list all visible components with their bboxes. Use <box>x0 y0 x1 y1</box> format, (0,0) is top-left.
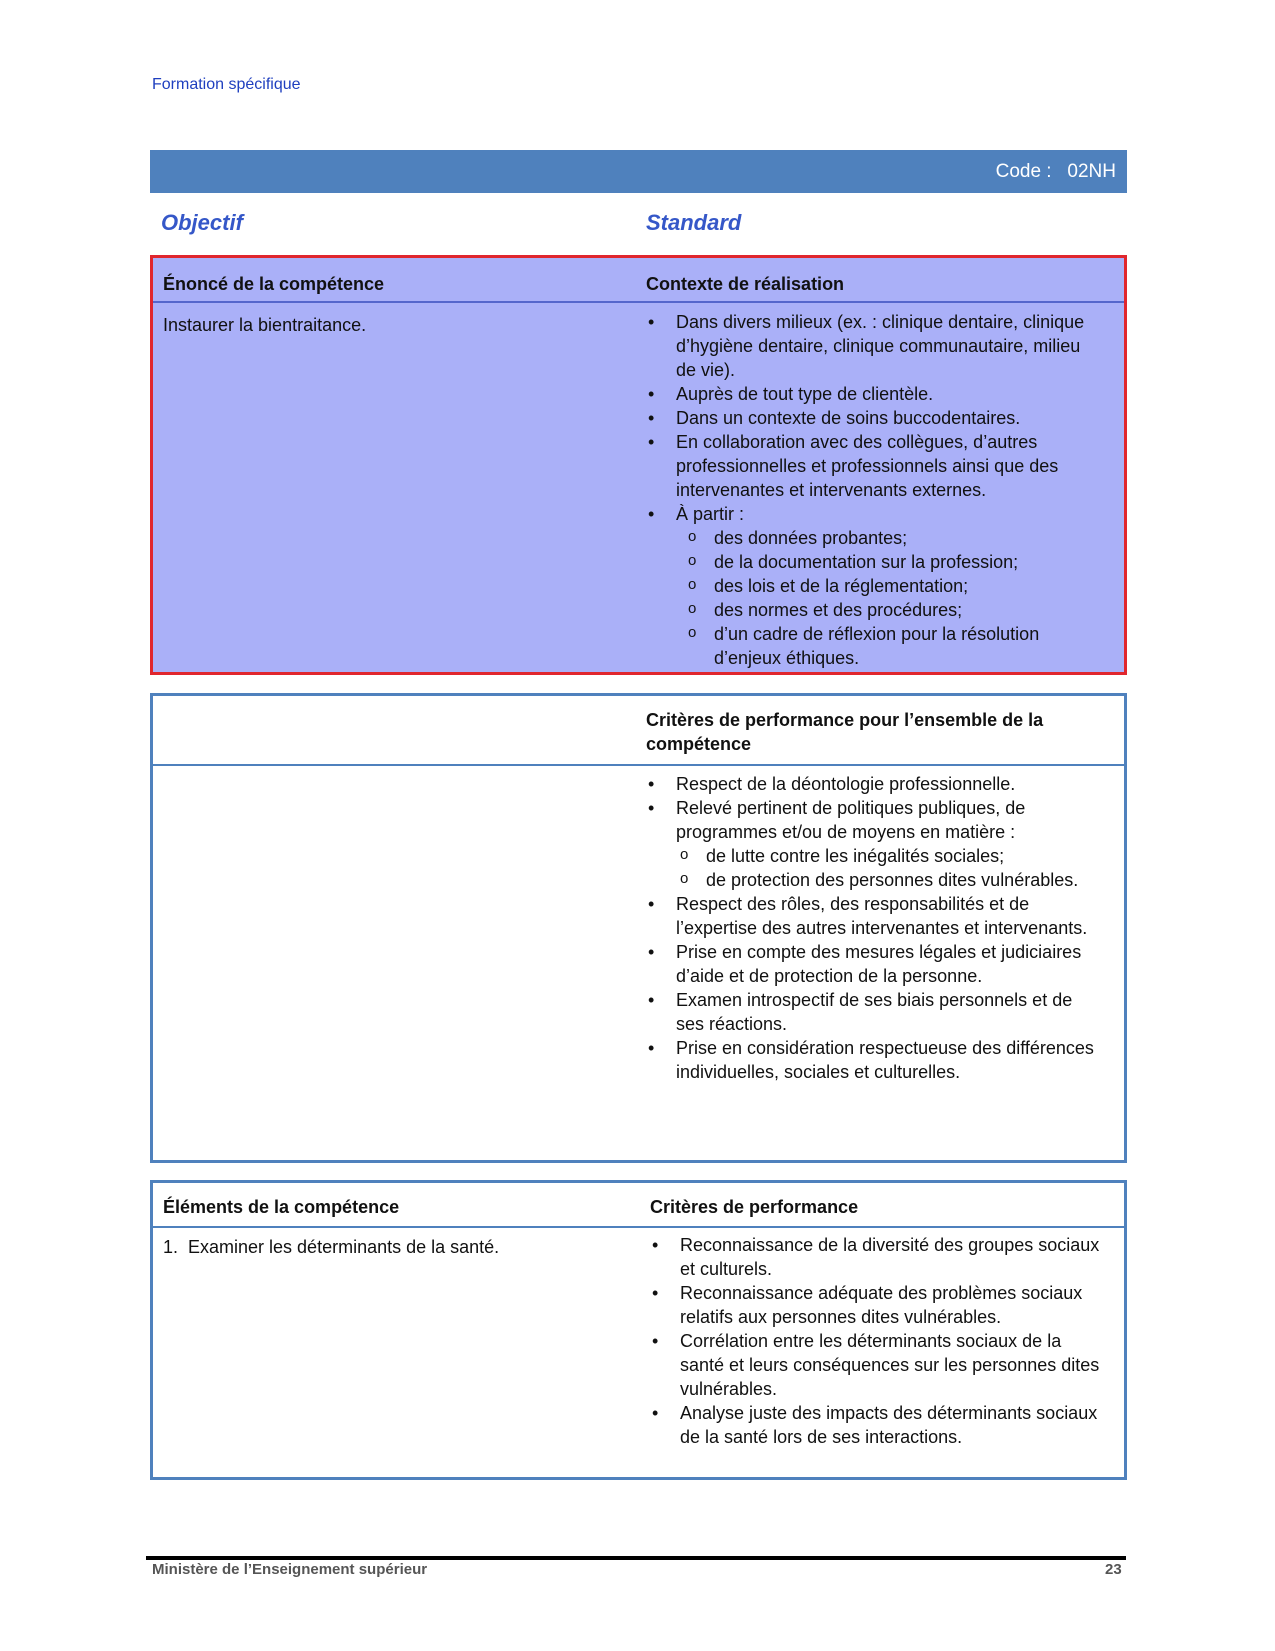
list-item: • En collaboration avec des collègues, d’autres professionnelles et professionnels ainsi que des intervenantes et intervenants externes. <box>646 430 1096 502</box>
page-number: 23 <box>1105 1561 1122 1578</box>
standard-heading: Standard <box>646 210 742 235</box>
list-item: • Corrélation entre les déterminants sociaux de la santé et leurs conséquences sur les personnes dites vulnérables. <box>650 1329 1100 1401</box>
list-item: o de lutte contre les inégalités sociales; <box>676 844 1096 868</box>
list-item: o des données probantes; <box>684 526 1096 550</box>
list-item: • Examen introspectif de ses biais personnels et de ses réactions. <box>646 988 1096 1036</box>
objectif-heading: Objectif <box>161 210 243 235</box>
list-item: • Respect de la déontologie professionnelle. <box>646 772 1096 796</box>
criteres-list <box>650 1233 1100 1449</box>
list-item: • Prise en compte des mesures légales et judiciaires d’aide et de protection de la personne. <box>646 940 1096 988</box>
list-item: o de protection des personnes dites vulnérables. <box>676 868 1096 892</box>
code-bar <box>150 150 1127 193</box>
header-section-title: Formation spécifique <box>152 76 301 93</box>
list-item: o des normes et des procédures; <box>684 598 1096 622</box>
criteres-ensemble-list <box>646 772 1096 1084</box>
list-item: • Prise en considération respectueuse des différences individuelles, sociales et culturelles. <box>646 1036 1096 1084</box>
competence-box <box>150 255 1127 675</box>
criteres-ensemble-title: Critères de performance pour l’ensemble de la compétence <box>646 710 1044 754</box>
list-item: • Reconnaissance adéquate des problèmes sociaux relatifs aux personnes dites vulnérables. <box>650 1281 1100 1329</box>
list-item: o des lois et de la réglementation; <box>684 574 1096 598</box>
enonce-label: Énoncé de la compétence <box>163 274 385 294</box>
footer-divider <box>146 1556 1126 1560</box>
criteres-label: Critères de performance <box>650 1197 859 1217</box>
list-item: • Relevé pertinent de politiques publiques, de programmes et/ou de moyens en matière : o de lutte contre les inégalités sociales; o de protection des personnes dites vulnérables. <box>646 796 1096 892</box>
list-item: • Reconnaissance de la diversité des groupes sociaux et culturels. <box>650 1233 1100 1281</box>
element-1: 1. Examiner les déterminants de la santé. <box>163 1237 500 1257</box>
list-item: • Dans divers milieux (ex. : clinique dentaire, clinique d’hygiène dentaire, clinique communautaire, milieu de vie). <box>646 310 1096 382</box>
competency-code: Code : 02NH <box>995 161 1116 182</box>
footer-ministry: Ministère de l’Enseignement supérieur <box>152 1561 428 1578</box>
list-item: • Dans un contexte de soins buccodentaires. <box>646 406 1096 430</box>
elements-label: Éléments de la compétence <box>163 1197 400 1217</box>
list-item: o de la documentation sur la profession; <box>684 550 1096 574</box>
list-item: o d’un cadre de réflexion pour la résolution d’enjeux éthiques. <box>684 622 1096 670</box>
list-item: • À partir : o des données probantes; o de la documentation sur la profession; o des lois et de la réglementation; o des normes et des procédures; o d’un cadre de réflexion pour la résolution d’enjeux éthiques. <box>646 502 1096 670</box>
list-item: • Analyse juste des impacts des déterminants sociaux de la santé lors de ses interactions. <box>650 1401 1100 1449</box>
contexte-label: Contexte de réalisation <box>646 274 845 294</box>
contexte-list <box>646 310 1096 670</box>
criteres-ensemble-box <box>150 693 1127 1163</box>
list-item: • Respect des rôles, des responsabilités et de l’expertise des autres intervenantes et intervenants. <box>646 892 1096 940</box>
list-item: • Auprès de tout type de clientèle. <box>646 382 1096 406</box>
elements-box <box>150 1180 1127 1480</box>
enonce-text: Instaurer la bientraitance. <box>163 315 367 335</box>
